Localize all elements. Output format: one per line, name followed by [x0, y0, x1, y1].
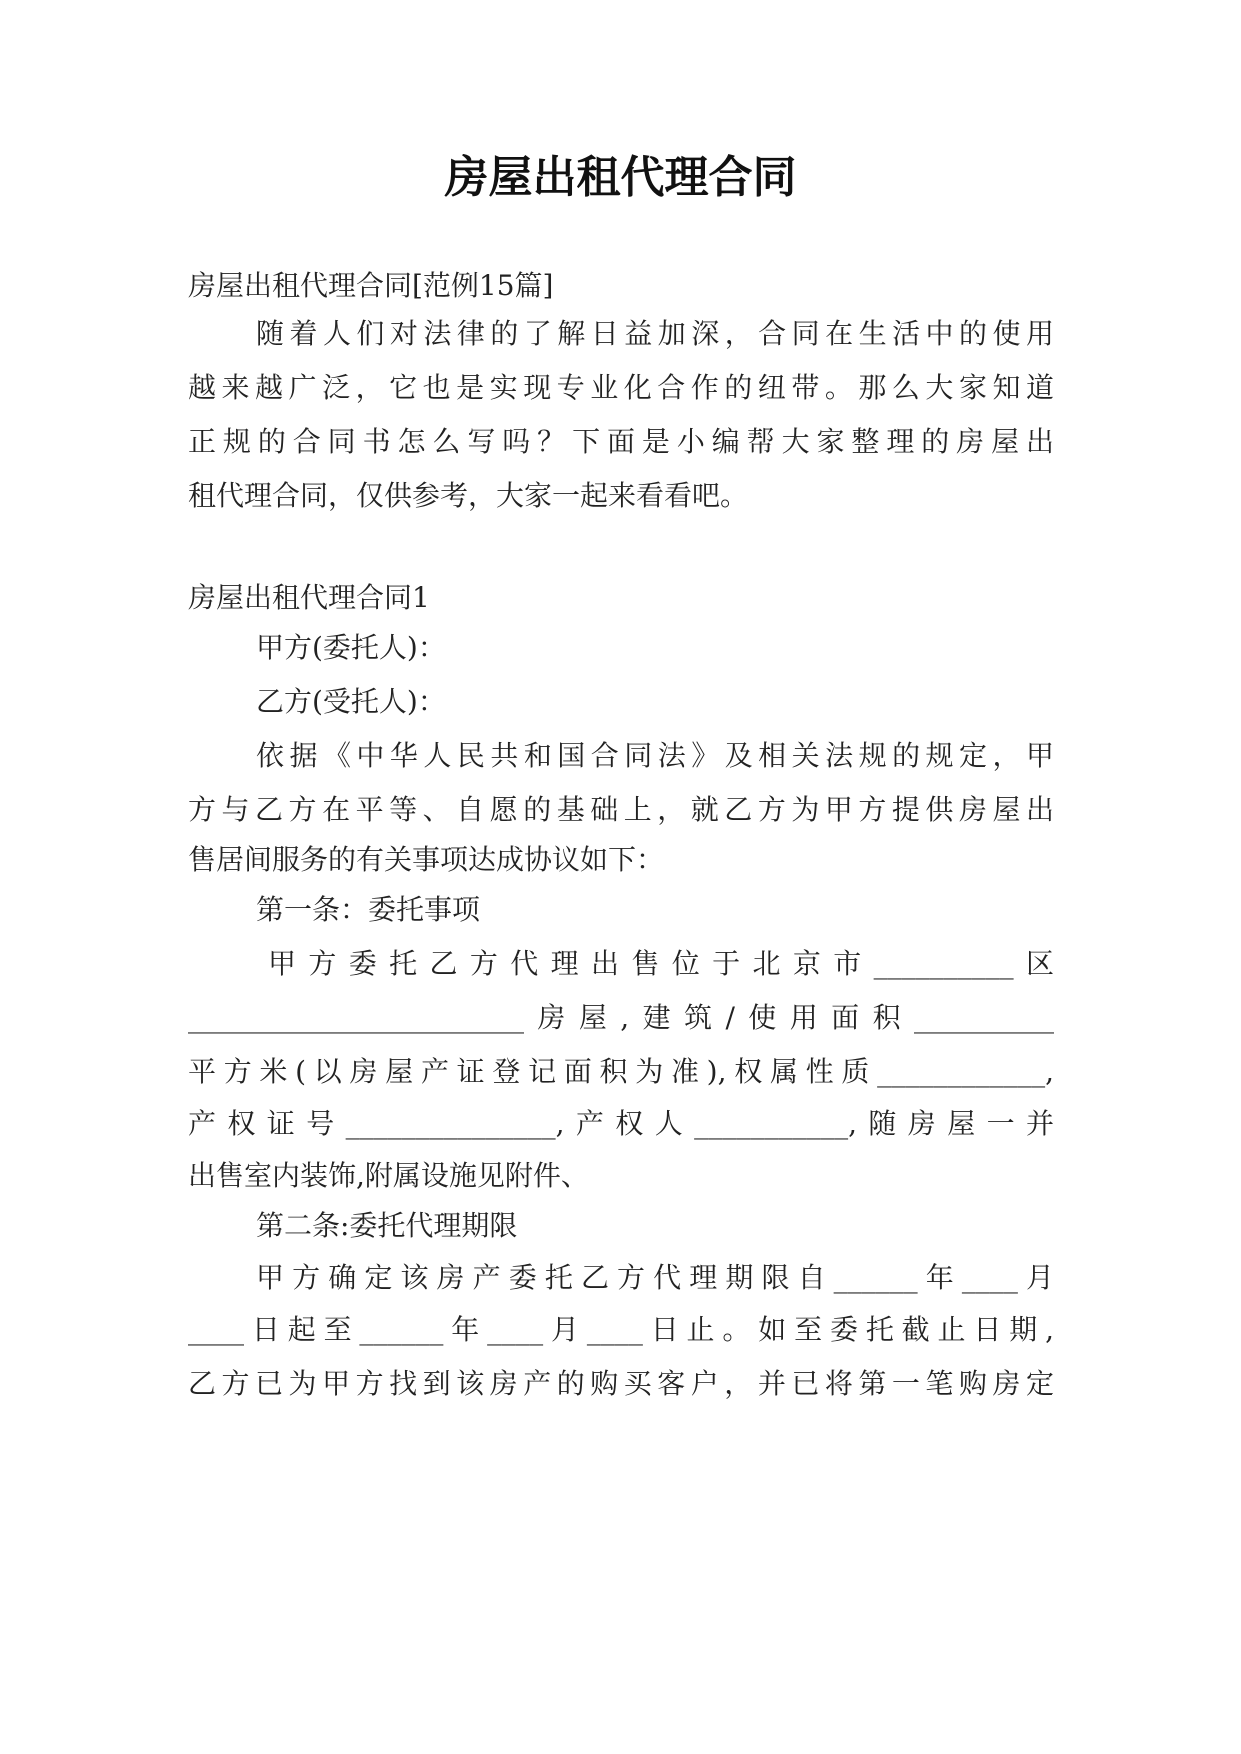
article2-line: 甲方确定该房产委托乙方代理期限自______年____月	[256, 1261, 1054, 1294]
party-b-label: 乙方(受托人)：	[256, 685, 446, 718]
article2-line: ____日起至______年____月____日止。如至委托截止日期,	[188, 1313, 1054, 1346]
article1-heading: 第一条：委托事项	[256, 893, 481, 926]
party-a-label: 甲方(委托人)：	[256, 631, 446, 664]
preamble-line: 方与乙方在平等、自愿的基础上，就乙方为甲方提供房屋出	[188, 793, 1054, 826]
intro-line: 随着人们对法律的了解日益加深，合同在生活中的使用	[256, 317, 1054, 350]
section-heading: 房屋出租代理合同1	[188, 581, 430, 614]
document-subtitle: 房屋出租代理合同[范例15篇]	[188, 269, 554, 302]
article1-line: 出售室内装饰,附属设施见附件、	[188, 1159, 589, 1192]
preamble-line: 售居间服务的有关事项达成协议如下：	[188, 843, 665, 876]
article1-line: ________________________房屋,建筑/使用面积__________	[188, 1001, 1054, 1034]
intro-line: 正规的合同书怎么写吗？下面是小编帮大家整理的房屋出	[188, 425, 1054, 458]
intro-line: 租代理合同，仅供参考，大家一起来看看吧。	[188, 479, 749, 512]
article1-line: 平方米(以房屋产证登记面积为准),权属性质____________,	[188, 1055, 1054, 1088]
preamble-line: 依据《中华人民共和国合同法》及相关法规的规定，甲	[256, 739, 1054, 772]
article2-line: 乙方已为甲方找到该房产的购买客户，并已将第一笔购房定	[188, 1367, 1054, 1400]
article2-heading: 第二条:委托代理期限	[256, 1209, 518, 1242]
document-title: 房屋出租代理合同	[444, 152, 797, 203]
intro-line: 越来越广泛，它也是实现专业化合作的纽带。那么大家知道	[188, 371, 1054, 404]
article1-line: 甲方委托乙方代理出售位于北京市__________区	[268, 947, 1054, 980]
article1-line: 产权证号_______________,产权人___________,随房屋一并	[188, 1107, 1054, 1140]
